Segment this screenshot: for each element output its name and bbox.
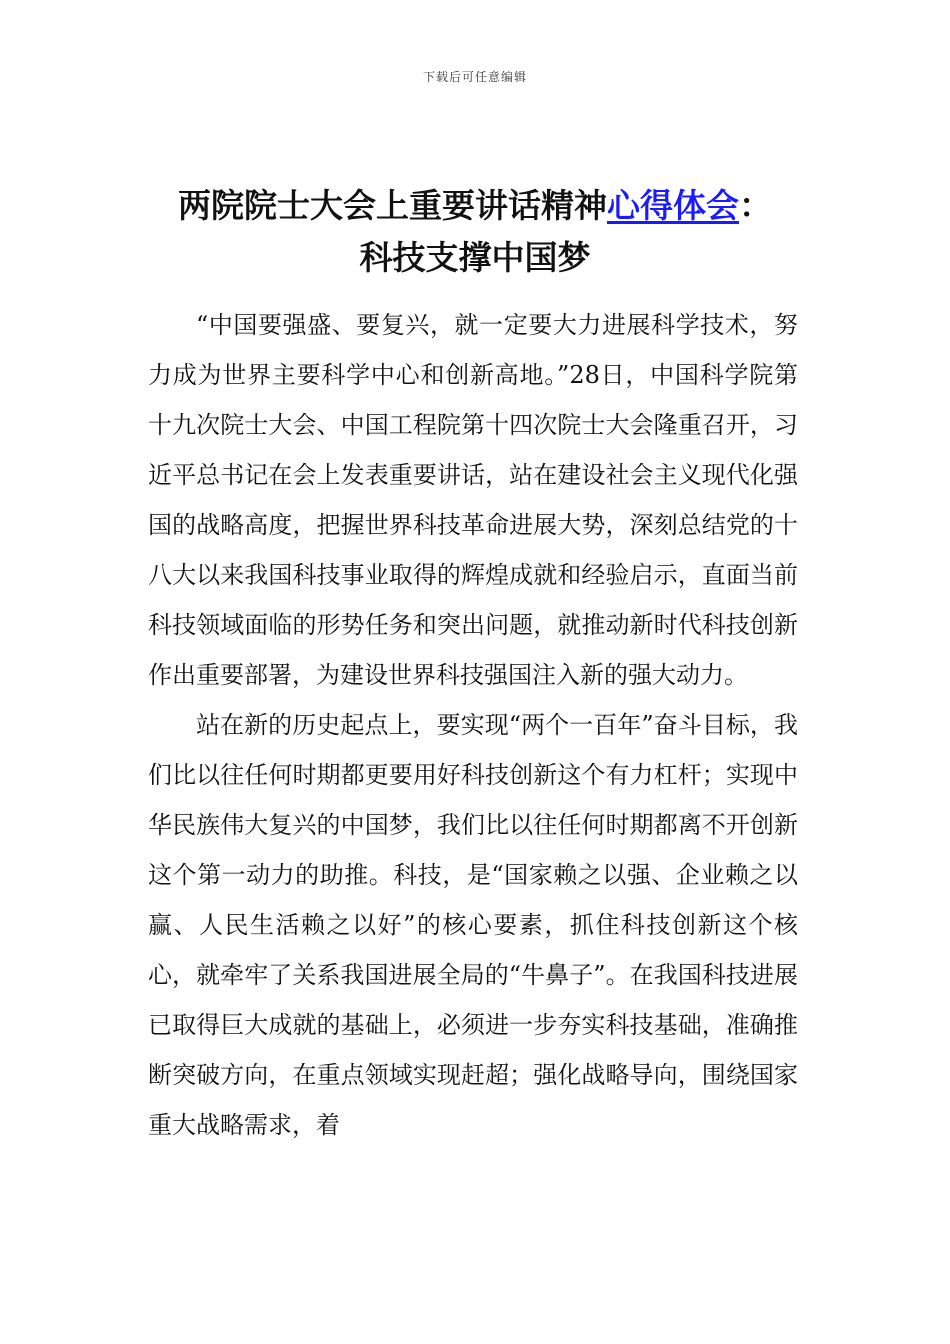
paragraph-2: 站在新的历史起点上，要实现“两个一百年”奋斗目标，我们比以往任何时期都更要用好科技创新这个有力杠杆；实现中华民族伟大复兴的中国梦，我们比以往任何时期都离不开创新这个第一动力的助推。科技，是“国家赖之以强、企业赖之以赢、人民生活赖之以好”的核心要素，抓住科技创新这个核心，就牵牢了关系我国进展全局的“牛鼻子”。在我国科技进展已取得巨大成就的基础上，必须进一步夯实科技基础，准确推断突破方向，在重点领域实现赶超；强化战略导向，围绕国家重大战略需求，着 [148,711,798,1139]
paragraph-1: “中国要强盛、要复兴，就一定要大力进展科学技术，努力成为世界主要科学中心和创新高地。”28日，中国科学院第十九次院士大会、中国工程院第十四次院士大会隆重召开，习近平总书记在会上发表重要讲话，站在建设社会主义现代化强国的战略高度，把握世界科技革命进展大势，深刻总结党的十八大以来我国科技事业取得的辉煌成就和经验启示，直面当前科技领域面临的形势任务和突出问题，就推动新时代科技创新作出重要部署，为建设世界科技强国注入新的强大动力。 [148,311,798,689]
document-body [148,300,798,1150]
document-title [100,180,850,284]
title-text: 两院院士大会上重要讲话精神 [178,186,607,225]
title-line-2: 科技支撑中国梦 [359,238,591,277]
title-colon: ： [739,186,772,225]
title-link[interactable]: 心得体会 [607,186,739,225]
header-note: 下载后可任意编辑 [422,70,527,84]
title-line-1 [100,180,850,232]
